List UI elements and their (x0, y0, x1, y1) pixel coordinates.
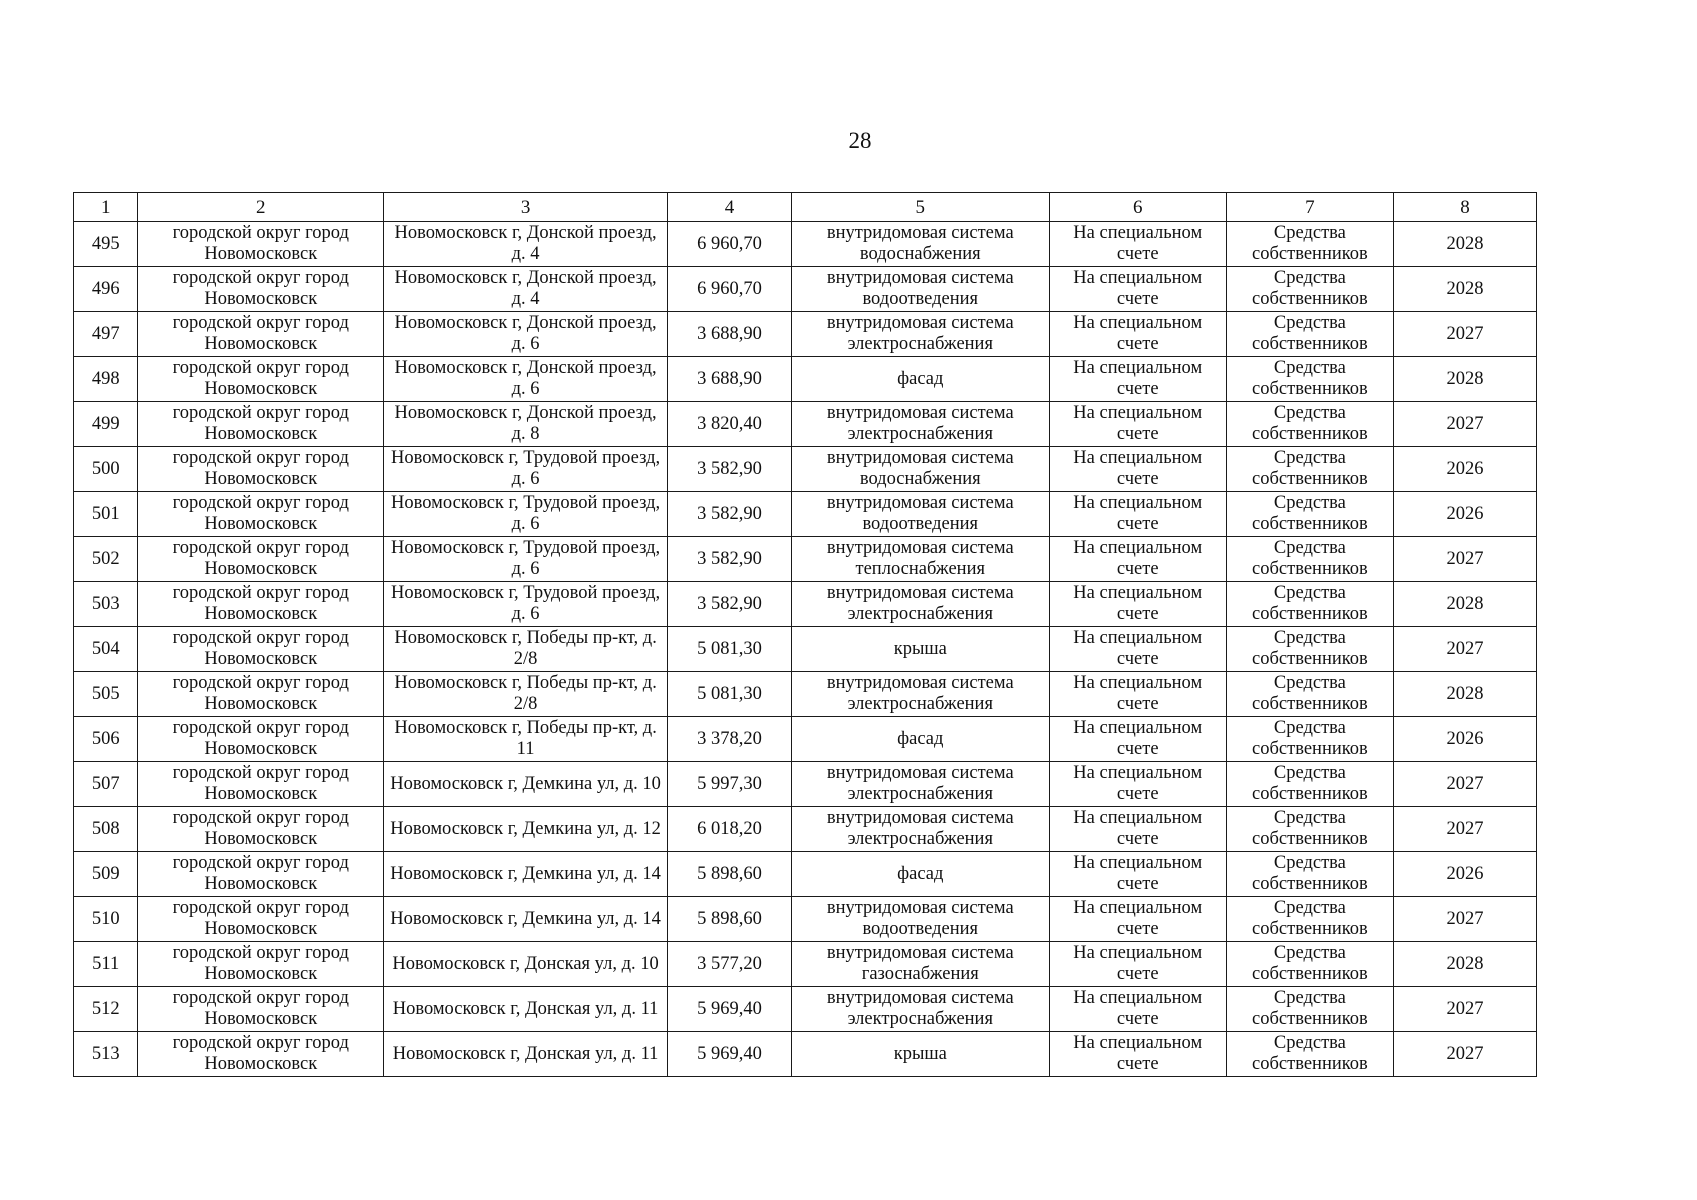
fund-account-cell: На специальном счете (1049, 267, 1226, 312)
year-cell: 2028 (1393, 222, 1536, 267)
funding-source-cell: Средства собственников (1226, 402, 1393, 447)
municipality-cell: городской округ город Новомосковск (138, 537, 384, 582)
fund-account-cell: На специальном счете (1049, 897, 1226, 942)
address-cell: Новомосковск г, Демкина ул, д. 14 (384, 897, 668, 942)
column-header: 8 (1393, 193, 1536, 222)
funding-source-cell: Средства собственников (1226, 897, 1393, 942)
address-cell: Новомосковск г, Трудовой проезд, д. 6 (384, 537, 668, 582)
year-cell: 2027 (1393, 402, 1536, 447)
row-number-cell: 496 (74, 267, 138, 312)
work-type-cell: крыша (791, 1032, 1049, 1077)
address-cell: Новомосковск г, Донская ул, д. 10 (384, 942, 668, 987)
address-cell: Новомосковск г, Демкина ул, д. 10 (384, 762, 668, 807)
area-cell: 3 582,90 (668, 492, 792, 537)
funding-source-cell: Средства собственников (1226, 672, 1393, 717)
table-body (74, 222, 1537, 1077)
funding-source-cell: Средства собственников (1226, 762, 1393, 807)
address-cell: Новомосковск г, Победы пр-кт, д. 2/8 (384, 627, 668, 672)
funding-source-cell: Средства собственников (1226, 987, 1393, 1032)
fund-account-cell: На специальном счете (1049, 987, 1226, 1032)
work-type-cell: внутридомовая система электроснабжения (791, 987, 1049, 1032)
fund-account-cell: На специальном счете (1049, 492, 1226, 537)
municipality-cell: городской округ город Новомосковск (138, 807, 384, 852)
area-cell: 5 081,30 (668, 627, 792, 672)
funding-source-cell: Средства собственников (1226, 627, 1393, 672)
row-number-cell: 509 (74, 852, 138, 897)
municipality-cell: городской округ город Новомосковск (138, 402, 384, 447)
area-cell: 3 582,90 (668, 537, 792, 582)
fund-account-cell: На специальном счете (1049, 627, 1226, 672)
page-number: 28 (848, 128, 872, 153)
row-number-cell: 499 (74, 402, 138, 447)
table-row (74, 717, 1537, 762)
column-header: 3 (384, 193, 668, 222)
municipality-cell: городской округ город Новомосковск (138, 582, 384, 627)
fund-account-cell: На специальном счете (1049, 762, 1226, 807)
work-type-cell: фасад (791, 357, 1049, 402)
address-cell: Новомосковск г, Донская ул, д. 11 (384, 987, 668, 1032)
row-number-cell: 511 (74, 942, 138, 987)
funding-source-cell: Средства собственников (1226, 447, 1393, 492)
table-row (74, 762, 1537, 807)
column-header: 6 (1049, 193, 1226, 222)
work-type-cell: внутридомовая система электроснабжения (791, 672, 1049, 717)
table-row (74, 942, 1537, 987)
fund-account-cell: На специальном счете (1049, 402, 1226, 447)
row-number-cell: 506 (74, 717, 138, 762)
municipality-cell: городской округ город Новомосковск (138, 897, 384, 942)
funding-source-cell: Средства собственников (1226, 267, 1393, 312)
year-cell: 2027 (1393, 537, 1536, 582)
funding-source-cell: Средства собственников (1226, 717, 1393, 762)
area-cell: 5 081,30 (668, 672, 792, 717)
municipality-cell: городской округ город Новомосковск (138, 447, 384, 492)
fund-account-cell: На специальном счете (1049, 357, 1226, 402)
table-row (74, 312, 1537, 357)
row-number-cell: 504 (74, 627, 138, 672)
fund-account-cell: На специальном счете (1049, 312, 1226, 357)
address-cell: Новомосковск г, Донской проезд, д. 6 (384, 312, 668, 357)
work-type-cell: внутридомовая система водоснабжения (791, 222, 1049, 267)
funding-source-cell: Средства собственников (1226, 492, 1393, 537)
area-cell: 5 997,30 (668, 762, 792, 807)
table-row (74, 852, 1537, 897)
work-type-cell: внутридомовая система водоотведения (791, 897, 1049, 942)
row-number-cell: 503 (74, 582, 138, 627)
address-cell: Новомосковск г, Трудовой проезд, д. 6 (384, 582, 668, 627)
column-header: 5 (791, 193, 1049, 222)
municipality-cell: городской округ город Новомосковск (138, 627, 384, 672)
municipality-cell: городской округ город Новомосковск (138, 762, 384, 807)
table-row (74, 672, 1537, 717)
address-cell: Новомосковск г, Донской проезд, д. 8 (384, 402, 668, 447)
row-number-cell: 505 (74, 672, 138, 717)
address-cell: Новомосковск г, Донская ул, д. 11 (384, 1032, 668, 1077)
area-cell: 3 577,20 (668, 942, 792, 987)
table-row (74, 807, 1537, 852)
municipality-cell: городской округ город Новомосковск (138, 852, 384, 897)
fund-account-cell: На специальном счете (1049, 447, 1226, 492)
table-row (74, 627, 1537, 672)
row-number-cell: 512 (74, 987, 138, 1032)
fund-account-cell: На специальном счете (1049, 852, 1226, 897)
table-row (74, 222, 1537, 267)
address-cell: Новомосковск г, Победы пр-кт, д. 2/8 (384, 672, 668, 717)
municipality-cell: городской округ город Новомосковск (138, 492, 384, 537)
municipality-cell: городской округ город Новомосковск (138, 987, 384, 1032)
address-cell: Новомосковск г, Победы пр-кт, д. 11 (384, 717, 668, 762)
work-type-cell: внутридомовая система электроснабжения (791, 312, 1049, 357)
area-cell: 5 898,60 (668, 897, 792, 942)
table-row (74, 492, 1537, 537)
table-row (74, 582, 1537, 627)
table-header-row (74, 193, 1537, 222)
work-type-cell: внутридомовая система газоснабжения (791, 942, 1049, 987)
table-row (74, 357, 1537, 402)
table-row (74, 447, 1537, 492)
row-number-cell: 495 (74, 222, 138, 267)
work-type-cell: внутридомовая система электроснабжения (791, 762, 1049, 807)
area-cell: 5 969,40 (668, 1032, 792, 1077)
municipality-cell: городской округ город Новомосковск (138, 357, 384, 402)
work-type-cell: внутридомовая система теплоснабжения (791, 537, 1049, 582)
column-header: 7 (1226, 193, 1393, 222)
year-cell: 2027 (1393, 1032, 1536, 1077)
area-cell: 3 582,90 (668, 447, 792, 492)
area-cell: 5 898,60 (668, 852, 792, 897)
work-type-cell: внутридомовая система водоотведения (791, 267, 1049, 312)
funding-source-cell: Средства собственников (1226, 852, 1393, 897)
municipality-cell: городской округ город Новомосковск (138, 672, 384, 717)
funding-source-cell: Средства собственников (1226, 537, 1393, 582)
column-header: 2 (138, 193, 384, 222)
area-cell: 6 960,70 (668, 222, 792, 267)
work-type-cell: фасад (791, 717, 1049, 762)
funding-source-cell: Средства собственников (1226, 582, 1393, 627)
fund-account-cell: На специальном счете (1049, 537, 1226, 582)
fund-account-cell: На специальном счете (1049, 807, 1226, 852)
address-cell: Новомосковск г, Трудовой проезд, д. 6 (384, 447, 668, 492)
row-number-cell: 510 (74, 897, 138, 942)
year-cell: 2026 (1393, 717, 1536, 762)
address-cell: Новомосковск г, Трудовой проезд, д. 6 (384, 492, 668, 537)
year-cell: 2028 (1393, 267, 1536, 312)
address-cell: Новомосковск г, Демкина ул, д. 14 (384, 852, 668, 897)
year-cell: 2027 (1393, 762, 1536, 807)
table-row (74, 897, 1537, 942)
address-cell: Новомосковск г, Донской проезд, д. 6 (384, 357, 668, 402)
funding-source-cell: Средства собственников (1226, 1032, 1393, 1077)
row-number-cell: 502 (74, 537, 138, 582)
fund-account-cell: На специальном счете (1049, 222, 1226, 267)
year-cell: 2028 (1393, 582, 1536, 627)
row-number-cell: 507 (74, 762, 138, 807)
area-cell: 3 378,20 (668, 717, 792, 762)
row-number-cell: 513 (74, 1032, 138, 1077)
table-row (74, 987, 1537, 1032)
fund-account-cell: На специальном счете (1049, 717, 1226, 762)
municipality-cell: городской округ город Новомосковск (138, 717, 384, 762)
year-cell: 2026 (1393, 447, 1536, 492)
year-cell: 2026 (1393, 852, 1536, 897)
capital-repair-table (73, 192, 1537, 1077)
funding-source-cell: Средства собственников (1226, 357, 1393, 402)
column-header: 1 (74, 193, 138, 222)
municipality-cell: городской округ город Новомосковск (138, 942, 384, 987)
row-number-cell: 508 (74, 807, 138, 852)
work-type-cell: внутридомовая система электроснабжения (791, 582, 1049, 627)
year-cell: 2027 (1393, 987, 1536, 1032)
address-cell: Новомосковск г, Донской проезд, д. 4 (384, 222, 668, 267)
table-row (74, 1032, 1537, 1077)
year-cell: 2028 (1393, 357, 1536, 402)
row-number-cell: 501 (74, 492, 138, 537)
year-cell: 2027 (1393, 312, 1536, 357)
funding-source-cell: Средства собственников (1226, 807, 1393, 852)
area-cell: 6 018,20 (668, 807, 792, 852)
fund-account-cell: На специальном счете (1049, 1032, 1226, 1077)
row-number-cell: 498 (74, 357, 138, 402)
table-row (74, 402, 1537, 447)
municipality-cell: городской округ город Новомосковск (138, 267, 384, 312)
funding-source-cell: Средства собственников (1226, 222, 1393, 267)
work-type-cell: внутридомовая система водоснабжения (791, 447, 1049, 492)
work-type-cell: крыша (791, 627, 1049, 672)
area-cell: 3 582,90 (668, 582, 792, 627)
funding-source-cell: Средства собственников (1226, 312, 1393, 357)
area-cell: 3 820,40 (668, 402, 792, 447)
year-cell: 2028 (1393, 672, 1536, 717)
year-cell: 2027 (1393, 627, 1536, 672)
work-type-cell: внутридомовая система электроснабжения (791, 807, 1049, 852)
area-cell: 3 688,90 (668, 357, 792, 402)
row-number-cell: 497 (74, 312, 138, 357)
area-cell: 6 960,70 (668, 267, 792, 312)
fund-account-cell: На специальном счете (1049, 672, 1226, 717)
column-header: 4 (668, 193, 792, 222)
table-row (74, 537, 1537, 582)
fund-account-cell: На специальном счете (1049, 942, 1226, 987)
year-cell: 2028 (1393, 942, 1536, 987)
work-type-cell: фасад (791, 852, 1049, 897)
year-cell: 2026 (1393, 492, 1536, 537)
municipality-cell: городской округ город Новомосковск (138, 222, 384, 267)
address-cell: Новомосковск г, Демкина ул, д. 12 (384, 807, 668, 852)
municipality-cell: городской округ город Новомосковск (138, 1032, 384, 1077)
row-number-cell: 500 (74, 447, 138, 492)
year-cell: 2027 (1393, 897, 1536, 942)
funding-source-cell: Средства собственников (1226, 942, 1393, 987)
fund-account-cell: На специальном счете (1049, 582, 1226, 627)
work-type-cell: внутридомовая система электроснабжения (791, 402, 1049, 447)
address-cell: Новомосковск г, Донской проезд, д. 4 (384, 267, 668, 312)
work-type-cell: внутридомовая система водоотведения (791, 492, 1049, 537)
year-cell: 2027 (1393, 807, 1536, 852)
municipality-cell: городской округ город Новомосковск (138, 312, 384, 357)
area-cell: 5 969,40 (668, 987, 792, 1032)
area-cell: 3 688,90 (668, 312, 792, 357)
table-row (74, 267, 1537, 312)
